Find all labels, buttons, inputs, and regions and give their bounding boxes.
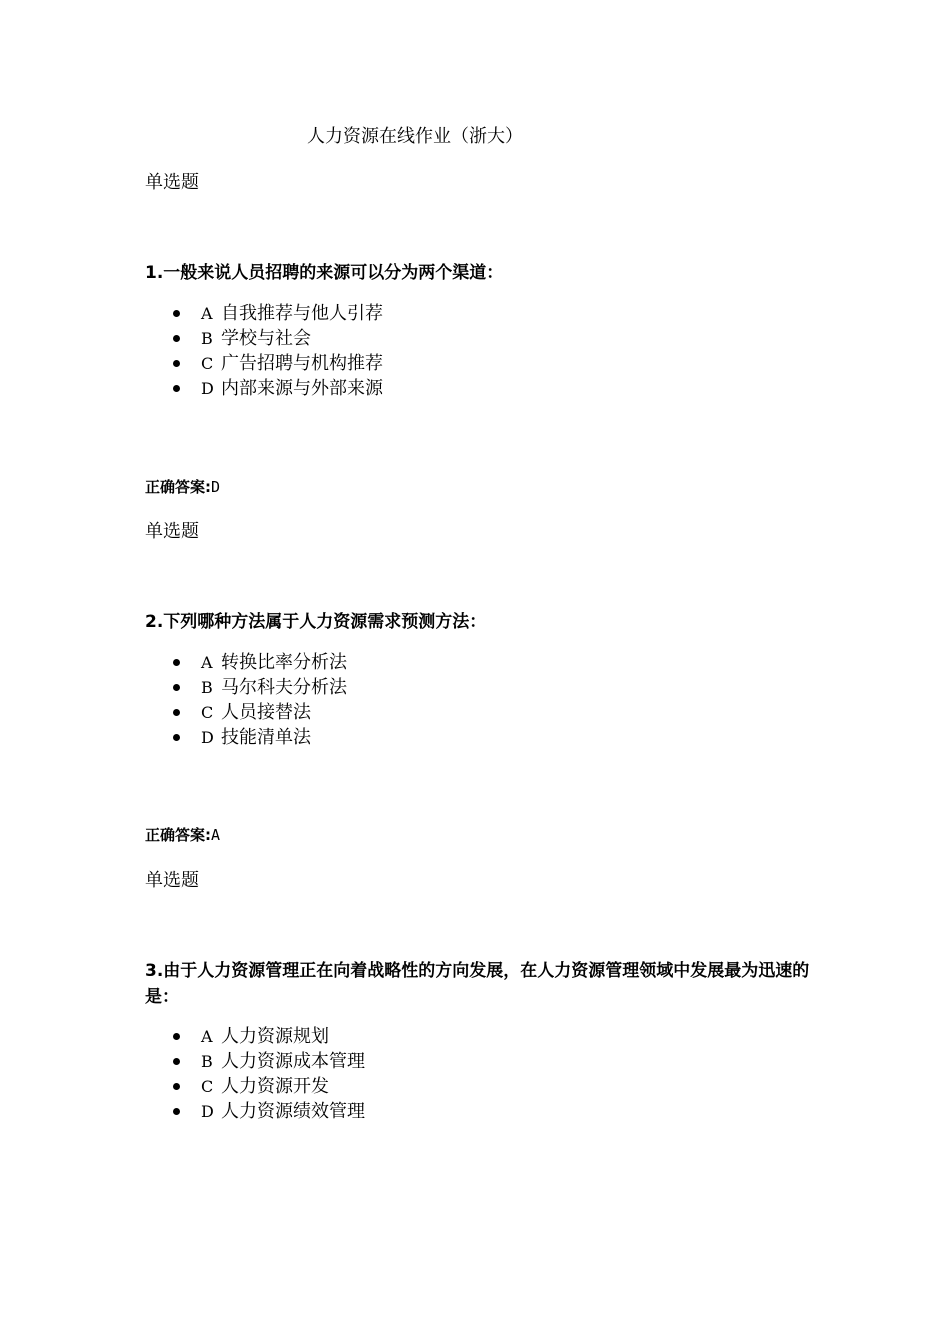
correct-answer [145,476,220,498]
bullet-icon [173,1058,180,1065]
option-letter: D [201,728,214,747]
answer-label: 正确答案: [145,826,211,844]
bullet-icon [173,335,180,342]
option-list [145,1024,365,1124]
correct-answer [145,824,220,846]
option-item [145,326,383,351]
option-item [145,376,383,401]
bullet-icon [173,1108,180,1115]
option-text: 技能清单法 [221,727,311,748]
option-list [145,650,347,750]
option-text: 广告招聘与机构推荐 [221,353,383,374]
bullet-icon [173,734,180,741]
option-letter: D [201,379,214,398]
bullet-icon [173,360,180,367]
option-item [145,725,347,750]
option-item [145,700,347,725]
bullet-icon [173,659,180,666]
option-item [145,650,347,675]
option-text: 人力资源规划 [221,1026,329,1047]
option-list [145,301,383,401]
option-letter: B [201,678,213,697]
question-text: 2.下列哪种方法属于人力资源需求预测方法： [145,612,487,632]
bullet-icon [173,709,180,716]
bullet-icon [173,684,180,691]
option-item [145,1049,365,1074]
option-letter: A [201,1027,213,1046]
option-text: 人员接替法 [221,702,311,723]
option-item [145,351,383,376]
bullet-icon [173,1033,180,1040]
option-letter: C [201,1077,214,1096]
question-type-label: 单选题 [145,870,199,891]
answer-value: D [211,478,221,496]
option-text: 人力资源开发 [221,1076,329,1097]
answer-label: 正确答案: [145,478,211,496]
option-letter: A [201,304,213,323]
option-letter: D [201,1102,214,1121]
option-letter: A [201,653,213,672]
question-text: 3.由于人力资源管理正在向着战略性的方向发展，在人力资源管理领域中发展最为迅速的是： [145,961,810,1007]
option-letter: B [201,329,213,348]
option-text: 自我推荐与他人引荐 [221,303,383,324]
option-text: 马尔科夫分析法 [221,677,347,698]
option-text: 学校与社会 [221,328,311,349]
option-item [145,1099,365,1124]
option-item [145,675,347,700]
question-type-label: 单选题 [145,521,199,542]
option-text: 内部来源与外部来源 [221,378,383,399]
answer-value: A [211,826,221,844]
option-text: 转换比率分析法 [221,652,347,673]
bullet-icon [173,1083,180,1090]
option-text: 人力资源绩效管理 [221,1101,365,1122]
option-item [145,1024,365,1049]
option-item [145,1074,365,1099]
question-text: 1.一般来说人员招聘的来源可以分为两个渠道： [145,263,504,283]
option-letter: C [201,354,214,373]
option-letter: B [201,1052,213,1071]
option-item [145,301,383,326]
bullet-icon [173,310,180,317]
option-letter: C [201,703,214,722]
bullet-icon [173,385,180,392]
document-title: 人力资源在线作业（浙大） [307,126,523,147]
question-type-label: 单选题 [145,172,199,193]
option-text: 人力资源成本管理 [221,1051,365,1072]
